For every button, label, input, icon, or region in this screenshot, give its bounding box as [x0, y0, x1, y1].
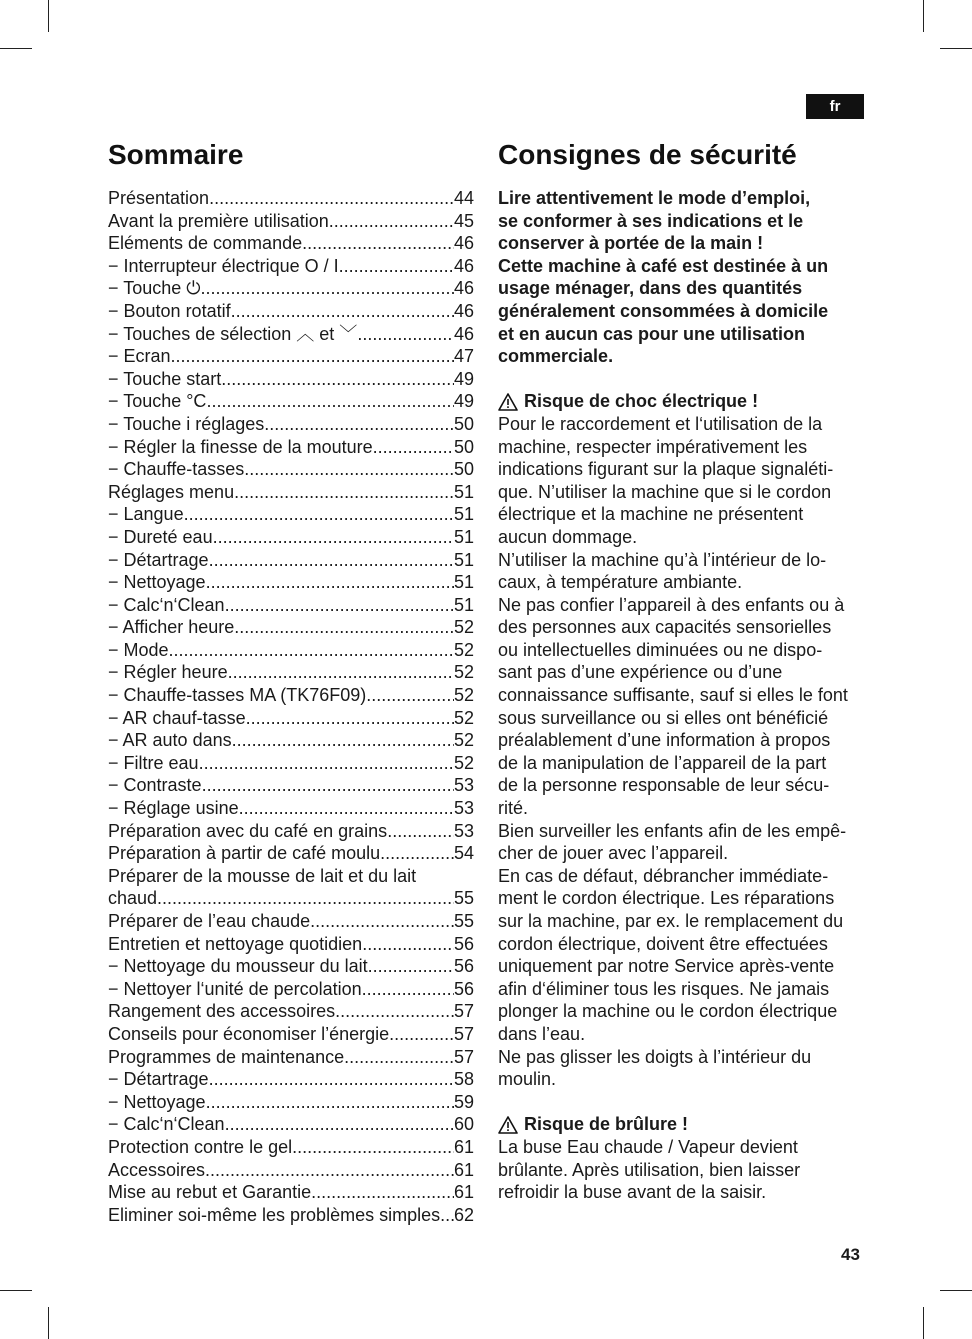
toc-entry-label: − Mode [108, 639, 169, 662]
toc-entry-page: 52 [453, 639, 474, 660]
toc-leader-dots [339, 255, 454, 278]
toc-entry [108, 1181, 474, 1204]
toc-leader-dots [206, 1091, 454, 1114]
toc-entry-label: Programmes de maintenance [108, 1046, 345, 1067]
toc-entry-page: 57 [453, 1046, 474, 1067]
shock-text-line: Ne pas confier l’appareil à des enfants ou à [498, 594, 845, 615]
toc-leader-dots [209, 549, 454, 572]
toc-leader-dots [366, 684, 454, 707]
intro-line: généralement consommées à domicile [498, 300, 829, 321]
shock-text-line: de la personne responsable de leur sécu- [498, 775, 830, 796]
shock-text-line: caux, à température ambiante. [498, 572, 743, 593]
toc-entry [108, 390, 474, 413]
toc-entry-page: 55 [453, 888, 474, 909]
toc-entry-page: 45 [453, 210, 474, 231]
crop-mark [0, 48, 32, 49]
toc-entry-page: 46 [453, 233, 474, 254]
toc-entry-page: 54 [453, 843, 474, 864]
toc-entry [108, 571, 474, 594]
toc-entry [108, 1113, 474, 1136]
toc-entry-label: − Détartrage [108, 1068, 209, 1091]
toc-entry [108, 865, 474, 888]
toc-entry [108, 323, 474, 346]
toc-entry-page: 52 [453, 752, 474, 773]
page-number: 43 [841, 1245, 860, 1264]
toc-entry-page: 56 [453, 956, 474, 977]
toc-entry-label: − Régler heure [108, 661, 228, 684]
toc-entry [108, 368, 474, 391]
toc-entry [108, 255, 474, 278]
toc-leader-dots [205, 1159, 454, 1182]
toc-entry [108, 684, 474, 707]
toc-entry [108, 887, 474, 910]
safety-section [498, 187, 864, 1204]
toc-entry-page: 50 [453, 459, 474, 480]
toc-entry-page: 62 [453, 1204, 474, 1225]
toc-entry-page: 46 [453, 278, 474, 299]
shock-text-line: uniquement par notre Service après-vente [498, 956, 835, 977]
shock-warning-heading [498, 390, 864, 413]
toc-entry [108, 300, 474, 323]
toc-leader-dots [440, 1204, 454, 1227]
toc-leader-dots [225, 594, 454, 617]
toc-leader-dots [357, 323, 454, 346]
toc-entry [108, 616, 474, 639]
toc-entry-page: 56 [453, 933, 474, 954]
toc-entry-page: 46 [453, 255, 474, 276]
intro-line: commerciale. [498, 346, 614, 367]
toc-entry [108, 481, 474, 504]
toc-entry [108, 661, 474, 684]
toc-entry [108, 955, 474, 978]
table-of-contents [108, 187, 474, 1226]
shock-text-line: sur la machine, par ex. le remplacement du [498, 911, 844, 931]
warning-triangle-icon [498, 393, 518, 411]
toc-leader-dots [310, 910, 454, 933]
shock-text-line: Ne pas glisser les doigts à l’intérieur du [498, 1046, 812, 1067]
toc-entry [108, 1159, 474, 1182]
shock-text-line: cordon électrique, doivent être effectuées [498, 933, 828, 954]
toc-leader-dots [387, 820, 454, 843]
toc-entry-label: Accessoires [108, 1159, 206, 1180]
toc-entry-page: 61 [453, 1159, 474, 1180]
toc-entry-page: 50 [453, 413, 474, 434]
toc-entry [108, 1046, 474, 1069]
toc-leader-dots [232, 729, 454, 752]
toc-entry-label: Rangement des accessoires [108, 1001, 336, 1022]
crop-mark [940, 48, 972, 49]
safety-title: Consignes de sécurité [498, 139, 797, 170]
toc-entry-page: 58 [453, 1069, 474, 1090]
shock-text-line: connaissance suffisante, sauf si elles le font [498, 685, 848, 706]
toc-entry-label: Mise au rebut et Garantie [108, 1182, 312, 1203]
toc-entry [108, 774, 474, 797]
toc-entry-label: − Contraste [108, 774, 202, 797]
toc-entry-label: Conseils pour économiser l’énergie [108, 1023, 390, 1044]
burn-text-line: La buse Eau chaude / Vapeur devient [498, 1136, 798, 1157]
shock-text-line: sous surveillance ou si elles ont bénéficié [498, 707, 829, 728]
toc-entry [108, 277, 474, 300]
toc-entry-label: − Bouton rotatif [108, 300, 231, 323]
intro-line: se conformer à ses indications et le [498, 210, 804, 231]
toc-leader-dots [157, 887, 454, 910]
toc-entry [108, 910, 474, 933]
burn-warning-title: Risque de brûlure ! [524, 1114, 689, 1135]
shock-text-line: machine, respecter impérativement les [498, 436, 808, 457]
toc-leader-dots [202, 774, 454, 797]
toc-entry-page: 50 [453, 436, 474, 457]
toc-entry-label: Réglages menu [108, 481, 235, 502]
toc-entry [108, 345, 474, 368]
toc-leader-dots [184, 503, 454, 526]
shock-text-line: En cas de défaut, débrancher immédiate- [498, 865, 829, 886]
shock-text-line: afin d‘éliminer tous les risques. Ne jamais [498, 978, 830, 999]
toc-entry-page: 57 [453, 1023, 474, 1044]
toc-entry-page: 53 [453, 820, 474, 841]
toc-leader-dots [206, 390, 454, 413]
toc-leader-dots [380, 842, 454, 865]
toc-entry [108, 797, 474, 820]
toc-leader-dots [234, 481, 454, 504]
toc-leader-dots [213, 526, 454, 549]
shock-text-line: que. N’utiliser la machine que si le cordon [498, 481, 832, 502]
toc-entry-page: 56 [453, 978, 474, 999]
toc-entry-label: Entretien et nettoyage quotidien [108, 933, 363, 954]
toc-entry-label: Préparer de la mousse de lait et du lait [108, 865, 417, 886]
shock-warning-title: Risque de choc électrique ! [524, 391, 759, 412]
language-tab: fr [806, 94, 864, 119]
burn-warning-heading [498, 1113, 864, 1136]
toc-entry-label: Préparation avec du café en grains [108, 820, 388, 841]
burn-text-line: refroidir la buse avant de la saisir. [498, 1182, 767, 1203]
burn-text-line: brûlante. Après utilisation, bien laisser [498, 1159, 801, 1180]
crop-mark [923, 1307, 924, 1339]
toc-entry-label: − Touche °C [108, 390, 206, 413]
toc-entry [108, 413, 474, 436]
toc-entry-page: 51 [453, 526, 474, 547]
toc-entry-label: − Nettoyer l‘unité de percolation [108, 978, 362, 1001]
toc-entry [108, 729, 474, 752]
toc-entry [108, 820, 474, 843]
toc-entry-page: 52 [453, 707, 474, 728]
toc-entry-label: − Nettoyage du mousseur du lait [108, 955, 368, 978]
toc-leader-dots [169, 639, 454, 662]
toc-entry-label: chaud [108, 888, 158, 909]
shock-text-line: plonger la machine ou le cordon électrique [498, 1001, 838, 1022]
crop-mark [0, 1290, 32, 1291]
toc-leader-dots [264, 413, 454, 436]
toc-entry-page: 60 [453, 1114, 474, 1135]
toc-leader-dots [311, 1181, 454, 1204]
intro-line: et en aucun cas pour une utilisation [498, 323, 806, 344]
toc-title: Sommaire [108, 139, 244, 170]
toc-entry [108, 1091, 474, 1114]
toc-leader-dots [389, 1023, 454, 1046]
toc-entry [108, 1068, 474, 1091]
toc-entry-page: 61 [453, 1182, 474, 1203]
toc-entry [108, 503, 474, 526]
toc-entry-label: − Dureté eau [108, 526, 213, 549]
toc-entry-label: − Détartrage [108, 549, 209, 572]
shock-text-line: rité. [498, 798, 529, 819]
toc-entry-label: Préparation à partir de café moulu [108, 843, 381, 864]
shock-text-line: de la manipulation de l’appareil de la part [498, 752, 827, 773]
shock-text-line: préalablement d’une information à propos [498, 730, 831, 751]
toc-leader-dots [209, 187, 454, 210]
toc-entry-page: 51 [453, 481, 474, 502]
toc-entry-label: − Chauffe-tasses [108, 458, 244, 481]
warning-triangle-icon [498, 1116, 518, 1134]
toc-entry-page: 47 [453, 346, 474, 367]
crop-mark [923, 0, 924, 32]
toc-entry-label: − Touches de sélection ︿ et ﹀ [108, 323, 357, 346]
toc-entry-label: − Touche i réglages [108, 413, 264, 436]
toc-entry-label: Avant la première utilisation [108, 210, 329, 231]
shock-text-line: indications figurant sur la plaque signaléti- [498, 459, 834, 480]
toc-entry-label: − Calc‘n‘Clean [108, 1113, 225, 1136]
toc-entry-page: 61 [453, 1136, 474, 1157]
toc-entry-page: 51 [453, 549, 474, 570]
toc-leader-dots [225, 1113, 454, 1136]
toc-entry-page: 53 [453, 775, 474, 796]
toc-entry-page: 49 [453, 368, 474, 389]
shock-text-line: ment le cordon électrique. Les réparations [498, 888, 835, 909]
burn-warning-text [498, 1136, 864, 1204]
toc-leader-dots [335, 1000, 454, 1023]
toc-entry-page: 44 [453, 188, 474, 208]
toc-entry-page: 53 [453, 798, 474, 819]
toc-entry-label: Eliminer soi-même les problèmes simples [108, 1204, 441, 1225]
toc-entry [108, 639, 474, 662]
toc-entry-page: 55 [453, 911, 474, 931]
toc-leader-dots [209, 1068, 454, 1091]
shock-text-line: cher de jouer avec l’appareil. [498, 843, 729, 864]
toc-leader-dots [228, 661, 454, 684]
toc-entry [108, 752, 474, 775]
toc-entry-label: − Ecran [108, 345, 171, 368]
toc-entry [108, 1000, 474, 1023]
toc-entry [108, 842, 474, 865]
toc-entry-page: 46 [453, 300, 474, 321]
toc-entry-page: 51 [453, 572, 474, 593]
crop-mark [48, 1307, 49, 1339]
toc-entry [108, 232, 474, 255]
toc-leader-dots [221, 368, 454, 391]
toc-leader-dots [344, 1046, 454, 1069]
toc-entry [108, 549, 474, 572]
toc-leader-dots [239, 797, 454, 820]
toc-entry-label: − Réglage usine [108, 797, 239, 820]
toc-leader-dots [246, 707, 454, 730]
toc-entry-label: − Calc‘n‘Clean [108, 594, 225, 617]
toc-leader-dots [368, 955, 454, 978]
shock-text-line: dans l’eau. [498, 1023, 586, 1044]
toc-entry-page: 59 [453, 1091, 474, 1112]
toc-entry [108, 526, 474, 549]
toc-entry [108, 210, 474, 233]
toc-leader-dots [373, 436, 454, 459]
toc-entry-label: − Touche start [108, 368, 221, 391]
shock-text-line: des personnes aux capacités sensorielles [498, 617, 832, 638]
shock-text-line: moulin. [498, 1069, 557, 1090]
toc-entry-page: 52 [453, 730, 474, 751]
toc-entry-page: 52 [453, 617, 474, 638]
shock-warning-text [498, 413, 864, 1091]
toc-entry-page: 52 [453, 662, 474, 683]
shock-text-line: N’utiliser la machine qu’à l’intérieur de lo- [498, 549, 827, 570]
toc-entry-label: − Filtre eau [108, 752, 199, 775]
toc-entry-page: 51 [453, 504, 474, 525]
toc-leader-dots [329, 210, 454, 233]
toc-entry-page: 57 [453, 1001, 474, 1022]
shock-text-line: sant pas d’une expérience ou d’une [498, 662, 783, 683]
toc-entry-label: − Interrupteur électrique O / I [108, 255, 339, 278]
shock-text-line: aucun dommage. [498, 526, 638, 547]
toc-entry-label: − Touche ⏻ [108, 277, 200, 300]
intro-line: usage ménager, dans des quantités [498, 278, 803, 299]
toc-entry [108, 594, 474, 617]
shock-text-line: Pour le raccordement et l‘utilisation de la [498, 413, 823, 434]
toc-entry-label: − Afficher heure [108, 616, 234, 639]
toc-entry-label: − Nettoyage [108, 1091, 206, 1114]
intro-line: Cette machine à café est destinée à un [498, 255, 829, 276]
toc-entry [108, 436, 474, 459]
toc-entry [108, 933, 474, 956]
intro-line: Lire attentivement le mode d’emploi, [498, 188, 811, 208]
toc-leader-dots [171, 345, 454, 368]
toc-entry [108, 458, 474, 481]
toc-entry-page: 49 [453, 391, 474, 412]
toc-entry-page: 51 [453, 594, 474, 615]
safety-intro [498, 187, 864, 368]
toc-leader-dots [362, 933, 454, 956]
toc-leader-dots [302, 232, 454, 255]
toc-entry [108, 1023, 474, 1046]
toc-entry-label: Protection contre le gel [108, 1136, 293, 1157]
toc-entry-label: − AR chauf-tasse [108, 707, 246, 730]
crop-mark [48, 0, 49, 32]
toc-entry [108, 187, 474, 210]
toc-entry-label: − Régler la finesse de la mouture [108, 436, 373, 459]
toc-entry-label: − Nettoyage [108, 571, 206, 594]
toc-entry-label: Présentation [108, 188, 210, 208]
toc-entry-label: Eléments de commande [108, 233, 303, 254]
toc-entry-label: − Langue [108, 503, 184, 526]
toc-leader-dots [292, 1136, 454, 1159]
toc-entry-label: Préparer de l’eau chaude [108, 911, 311, 931]
toc-leader-dots [244, 458, 454, 481]
shock-text-line: ou intellectuelles diminuées ou ne dispo- [498, 639, 823, 660]
toc-entry [108, 978, 474, 1001]
toc-leader-dots [206, 571, 454, 594]
shock-text-line: électrique et la machine ne présentent [498, 504, 804, 525]
toc-entry-label: − Chauffe-tasses MA (TK76F09) [108, 684, 366, 707]
toc-entry-page: 46 [453, 323, 474, 344]
toc-leader-dots [234, 616, 454, 639]
toc-entry-label: − AR auto dans [108, 729, 232, 752]
toc-leader-dots [200, 277, 453, 300]
toc-leader-dots [362, 978, 454, 1001]
toc-entry [108, 1136, 474, 1159]
intro-line: conserver à portée de la main ! [498, 233, 764, 254]
toc-entry [108, 1204, 474, 1227]
crop-mark [940, 1290, 972, 1291]
toc-entry [108, 707, 474, 730]
toc-entry-page: 52 [453, 685, 474, 706]
toc-leader-dots [231, 300, 454, 323]
shock-text-line: Bien surveiller les enfants afin de les empê- [498, 820, 847, 841]
toc-leader-dots [199, 752, 454, 775]
